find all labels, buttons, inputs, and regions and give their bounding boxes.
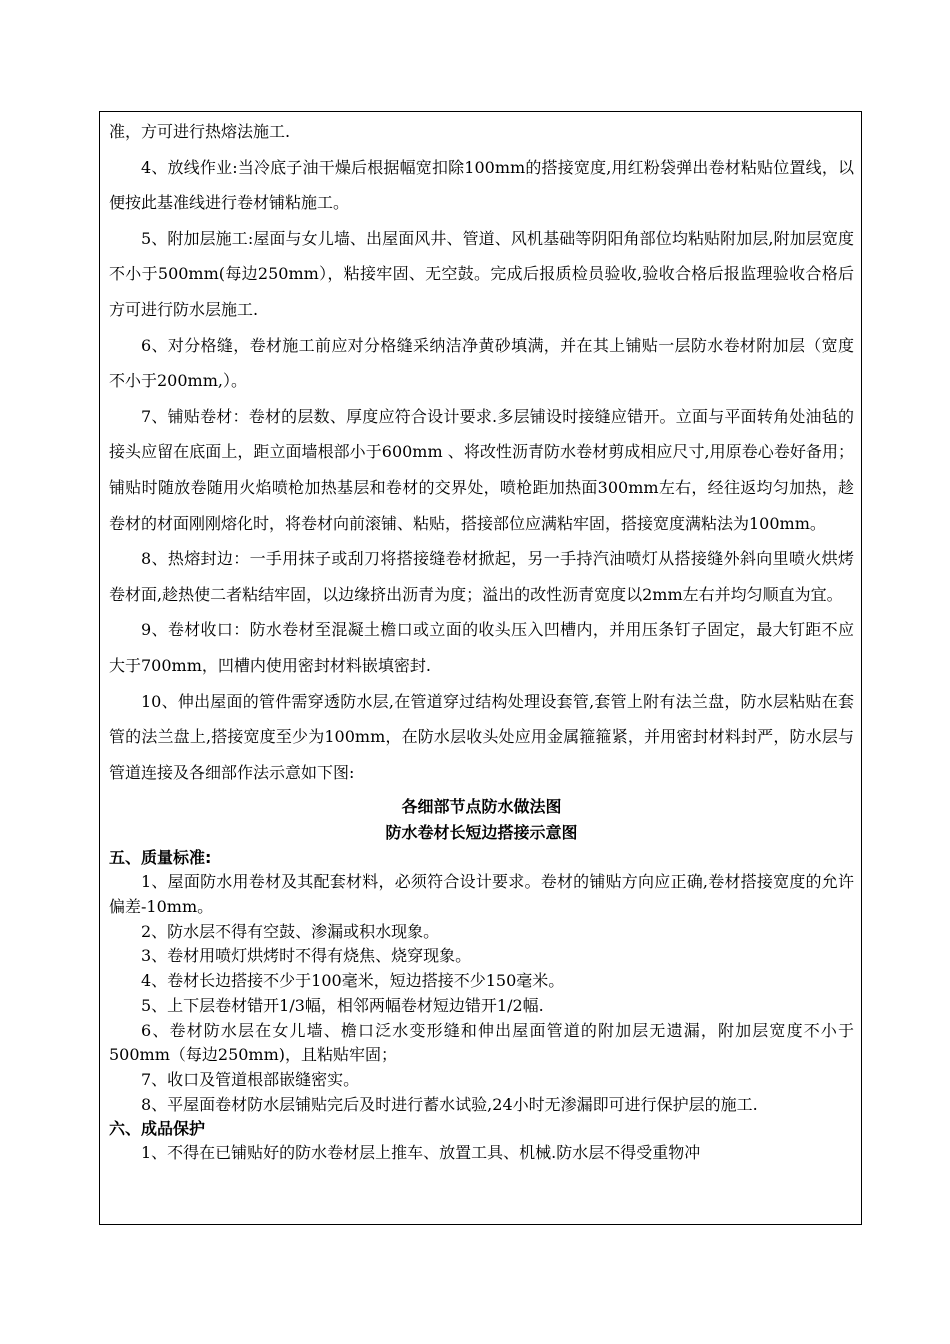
protection-item: 1、不得在已铺贴好的防水卷材层上推车、放置工具、机械.防水层不得受重物冲 [141, 1143, 701, 1163]
quality-item: 7、收口及管道根部嵌缝密实。 [141, 1069, 360, 1089]
step-5-paragraph: 5、附加层施工:屋面与女儿墙、出屋面风井、管道、风机基础等阴阳角部位均粘贴附加层,附加层宽度不小于500mm(每边250mm），粘接牢固、无空鼓。完成后报质检员验收,验收合格后报监理验收合格后方可进行防水层施工. [109, 228, 854, 319]
quality-item: 5、上下层卷材错开1/3幅，相邻两幅卷材短边错开1/2幅. [141, 995, 544, 1015]
step-8-paragraph: 8、热熔封边：一手用抹子或刮刀将搭接缝卷材掀起，另一手持汽油喷灯从搭接缝外斜向里喷火烘烤卷材面,趁热使二者粘结牢固，以边缘挤出沥青为度；溢出的改性沥青宽度以2mm左右并均匀顺直为宜。 [109, 549, 854, 604]
paragraph-continuation: 准，方可进行热熔法施工. [109, 122, 291, 141]
quality-item: 1、屋面防水用卷材及其配套材料，必须符合设计要求。卷材的铺贴方向应正确,卷材搭接宽度的允许偏差-10mm。 [109, 872, 854, 916]
document-body [109, 114, 854, 1166]
quality-item: 8、平屋面卷材防水层铺贴完后及时进行蓄水试验,24小时无渗漏即可进行保护层的施工. [141, 1094, 758, 1114]
quality-item: 2、防水层不得有空鼓、渗漏或积水现象。 [141, 921, 440, 941]
figure-title-detail-nodes: 各细部节点防水做法图 [401, 797, 562, 817]
step-7-paragraph: 7、铺贴卷材：卷材的层数、厚度应符合设计要求.多层铺设时接缝应错开。立面与平面转角处油毡的接头应留在底面上，距立面墙根部小于600mm 、将改性沥青防水卷材剪成相应尺寸,用原卷心卷好备用；铺贴时随放卷随用火焰喷枪加热基层和卷材的交界处，喷枪距加热面300mm左右，经往返均匀加热，趁卷材的材面刚刚熔化时，将卷材向前滚铺、粘贴，搭接部位应满粘牢固，搭接宽度满粘法为100mm。 [109, 406, 854, 533]
section-heading-quality-standard: 五、质量标准: [109, 848, 212, 868]
step-9-paragraph: 9、卷材收口：防水卷材至混凝土檐口或立面的收头压入凹槽内，并用压条钉子固定，最大钉距不应大于700mm，凹槽内使用密封材料嵌填密封. [109, 620, 854, 675]
step-4-paragraph: 4、放线作业:当冷底子油干燥后根据幅宽扣除100mm的搭接宽度,用红粉袋弹出卷材粘贴位置线，以便按此基准线进行卷材铺粘施工。 [109, 157, 854, 213]
quality-item: 6、卷材防水层在女儿墙、檐口泛水变形缝和伸出屋面管道的附加层无遗漏，附加层宽度不小于500mm（每边250mm)，且粘贴牢固； [109, 1020, 854, 1065]
step-6-paragraph: 6、对分格缝，卷材施工前应对分格缝采纳洁净黄砂填满，并在其上铺贴一层防水卷材附加层（宽度不小于200mm,）。 [109, 335, 854, 391]
quality-item: 4、卷材长边搭接不少于100毫米，短边搭接不少150毫米。 [141, 971, 565, 991]
section-heading-product-protection: 六、成品保护 [109, 1119, 206, 1139]
step-10-paragraph: 10、伸出屋面的管件需穿透防水层,在管道穿过结构处理设套管,套管上附有法兰盘，防水层粘贴在套管的法兰盘上,搭接宽度至少为100mm，在防水层收头处应用金属箍箍紧，并用密封材料封严，防水层与管道连接及各细部作法示意如下图: [109, 691, 854, 782]
quality-item: 3、卷材用喷灯烘烤时不得有烧焦、烧穿现象。 [141, 946, 472, 966]
figure-title-lap-joint: 防水卷材长短边搭接示意图 [385, 823, 578, 843]
